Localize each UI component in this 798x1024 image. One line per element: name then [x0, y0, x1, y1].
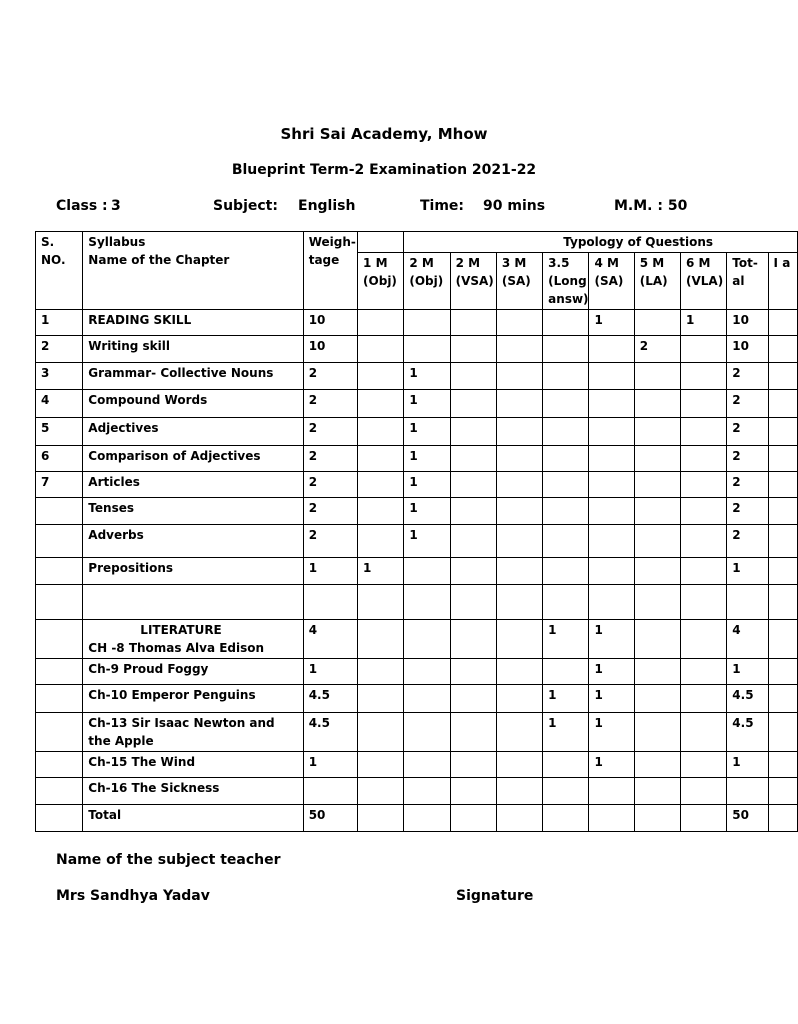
cell-col-3m-sa: [496, 558, 542, 585]
cell-col-total: 2: [727, 472, 768, 498]
cell-sno: [36, 752, 83, 778]
cell-col-4m-sa: [589, 418, 634, 446]
header-typology: Typology of Questions: [404, 232, 798, 253]
cell-col-2m-obj: [404, 685, 450, 713]
cell-col-3-5-long: 1: [543, 685, 589, 713]
cell-weightage: 1: [303, 558, 357, 585]
teacher-name: Mrs Sandhya Yadav: [56, 888, 210, 904]
cell-extra: [768, 778, 797, 805]
cell-weightage: 2: [303, 418, 357, 446]
table-body: [36, 232, 798, 832]
header-col-2m-vsa: 2 M (VSA): [450, 253, 496, 310]
cell-col-2m-obj: 1: [404, 363, 450, 390]
cell-col-5m-la: [634, 363, 680, 390]
cell-col-3-5-long: [543, 418, 589, 446]
cell-col-6m-vla: [681, 713, 727, 752]
cell-extra: [768, 558, 797, 585]
cell-col-5m-la: [634, 659, 680, 685]
cell-chapter-name: Comparison of Adjectives: [83, 446, 303, 472]
cell-col-5m-la: [634, 805, 680, 832]
cell-col-total: 2: [727, 363, 768, 390]
cell-chapter-name: Articles: [83, 472, 303, 498]
cell-col-6m-vla: [681, 752, 727, 778]
cell-col-5m-la: [634, 585, 680, 620]
cell-chapter-name: Ch-13 Sir Isaac Newton and the Apple: [83, 713, 303, 752]
cell-chapter-name: Compound Words: [83, 390, 303, 418]
time-value: 90 mins: [483, 198, 546, 214]
cell-sno: 5: [36, 418, 83, 446]
cell-sno: 6: [36, 446, 83, 472]
header-syllabus-line1: Syllabus: [88, 235, 146, 249]
table-row: [36, 498, 798, 525]
cell-col-4m-sa: [589, 585, 634, 620]
table-row: [36, 446, 798, 472]
cell-col-5m-la: [634, 390, 680, 418]
cell-col-4m-sa: [589, 498, 634, 525]
cell-col-2m-obj: 1: [404, 446, 450, 472]
cell-col-2m-vsa: [450, 659, 496, 685]
cell-chapter-name: Writing skill: [83, 336, 303, 363]
cell-col-2m-vsa: [450, 685, 496, 713]
cell-sno: [36, 558, 83, 585]
cell-col-3m-sa: [496, 418, 542, 446]
cell-weightage: 2: [303, 498, 357, 525]
cell-col-total: 10: [727, 310, 768, 336]
cell-chapter-name: Ch-9 Proud Foggy: [83, 659, 303, 685]
header-col-5m-la: 5 M (LA): [634, 253, 680, 310]
cell-col-3m-sa: [496, 620, 542, 659]
cell-col-4m-sa: 1: [589, 310, 634, 336]
cell-col-2m-vsa: [450, 363, 496, 390]
cell-col-4m-sa: [589, 558, 634, 585]
cell-col-2m-vsa: [450, 418, 496, 446]
cell-extra: [768, 498, 797, 525]
table-row: [36, 418, 798, 446]
cell-col-6m-vla: [681, 418, 727, 446]
cell-col-5m-la: [634, 620, 680, 659]
cell-col-total: [727, 585, 768, 620]
header-col-6m-vla: 6 M (VLA): [681, 253, 727, 310]
cell-sno: 7: [36, 472, 83, 498]
cell-col-2m-vsa: [450, 525, 496, 558]
header-row: [36, 232, 798, 253]
cell-chapter-name: Total: [83, 805, 303, 832]
literature-heading: LITERATURE: [140, 623, 222, 637]
cell-col-6m-vla: [681, 659, 727, 685]
cell-col-2m-obj: [404, 620, 450, 659]
cell-col-5m-la: [634, 446, 680, 472]
cell-extra: [768, 363, 797, 390]
cell-weightage: 10: [303, 310, 357, 336]
teacher-label: Name of the subject teacher: [56, 852, 281, 868]
cell-weightage: 50: [303, 805, 357, 832]
cell-col-3-5-long: [543, 525, 589, 558]
cell-col-3m-sa: [496, 446, 542, 472]
cell-col-2m-obj: 1: [404, 472, 450, 498]
cell-col-1m-obj: [358, 446, 404, 472]
cell-col-total: 4: [727, 620, 768, 659]
cell-weightage: 4.5: [303, 713, 357, 752]
cell-col-2m-obj: [404, 805, 450, 832]
header-col-3-5-long: 3.5 (Long answ): [543, 253, 589, 310]
school-name: Shri Sai Academy, Mhow: [280, 125, 488, 143]
cell-chapter-name: Ch-16 The Sickness: [83, 778, 303, 805]
table-row: [36, 390, 798, 418]
cell-col-5m-la: [634, 685, 680, 713]
cell-col-1m-obj: [358, 472, 404, 498]
cell-sno: [36, 498, 83, 525]
cell-extra: [768, 472, 797, 498]
cell-col-6m-vla: [681, 336, 727, 363]
class-value: 3: [111, 198, 121, 214]
cell-chapter-name: Grammar- Collective Nouns: [83, 363, 303, 390]
cell-col-3-5-long: 1: [543, 713, 589, 752]
cell-col-4m-sa: [589, 472, 634, 498]
cell-col-2m-obj: [404, 336, 450, 363]
cell-sno: [36, 713, 83, 752]
cell-chapter-name: Prepositions: [83, 558, 303, 585]
cell-col-3m-sa: [496, 778, 542, 805]
blueprint-table: [35, 231, 798, 832]
cell-col-2m-obj: [404, 585, 450, 620]
cell-sno: [36, 525, 83, 558]
cell-col-1m-obj: [358, 805, 404, 832]
cell-col-4m-sa: [589, 390, 634, 418]
cell-col-1m-obj: [358, 713, 404, 752]
cell-col-1m-obj: [358, 752, 404, 778]
cell-col-6m-vla: [681, 778, 727, 805]
cell-col-2m-obj: 1: [404, 525, 450, 558]
cell-col-6m-vla: [681, 558, 727, 585]
cell-col-5m-la: [634, 778, 680, 805]
cell-col-4m-sa: 1: [589, 685, 634, 713]
cell-sno: [36, 805, 83, 832]
cell-col-3m-sa: [496, 585, 542, 620]
time-label: Time:: [420, 198, 465, 214]
cell-col-total: 2: [727, 525, 768, 558]
cell-col-4m-sa: [589, 525, 634, 558]
cell-col-6m-vla: [681, 585, 727, 620]
chapter-name: CH -8 Thomas Alva Edison: [88, 641, 265, 655]
cell-col-3-5-long: [543, 752, 589, 778]
cell-col-3-5-long: [543, 659, 589, 685]
cell-col-5m-la: [634, 498, 680, 525]
cell-col-5m-la: [634, 310, 680, 336]
max-marks: M.M. : 50: [614, 198, 688, 214]
cell-weightage: 2: [303, 390, 357, 418]
cell-col-3m-sa: [496, 685, 542, 713]
cell-col-2m-vsa: [450, 472, 496, 498]
cell-col-3-5-long: [543, 363, 589, 390]
cell-col-6m-vla: [681, 498, 727, 525]
cell-col-4m-sa: [589, 363, 634, 390]
header-syllabus-line2: Name of the Chapter: [88, 253, 230, 267]
cell-col-total: 1: [727, 659, 768, 685]
header-blank-cell: [358, 232, 404, 253]
cell-weightage: 1: [303, 752, 357, 778]
cell-sno: [36, 659, 83, 685]
cell-col-2m-vsa: [450, 585, 496, 620]
cell-col-3-5-long: [543, 778, 589, 805]
cell-col-6m-vla: [681, 805, 727, 832]
cell-col-3-5-long: [543, 805, 589, 832]
cell-col-2m-vsa: [450, 620, 496, 659]
class-label: Class :: [56, 198, 108, 214]
cell-col-2m-obj: 1: [404, 390, 450, 418]
cell-col-total: [727, 778, 768, 805]
blueprint-table-container: [35, 231, 791, 822]
cell-col-3m-sa: [496, 498, 542, 525]
cell-extra: [768, 336, 797, 363]
header-sno: S. NO.: [36, 232, 83, 310]
cell-extra: [768, 418, 797, 446]
cell-extra: [768, 585, 797, 620]
cell-col-3m-sa: [496, 525, 542, 558]
cell-col-total: 2: [727, 498, 768, 525]
cell-col-4m-sa: 1: [589, 713, 634, 752]
table-row: [36, 558, 798, 585]
cell-chapter-name: Adjectives: [83, 418, 303, 446]
cell-col-4m-sa: 1: [589, 659, 634, 685]
cell-sno: 4: [36, 390, 83, 418]
table-row: [36, 363, 798, 390]
cell-col-total: 2: [727, 446, 768, 472]
subject-label: Subject:: [213, 198, 278, 214]
cell-extra: [768, 310, 797, 336]
cell-extra: [768, 659, 797, 685]
cell-col-3-5-long: [543, 558, 589, 585]
cell-sno: [36, 778, 83, 805]
cell-col-5m-la: [634, 472, 680, 498]
header-col-total: Tot-al: [727, 253, 768, 310]
cell-col-4m-sa: 1: [589, 620, 634, 659]
header-col-4m-sa: 4 M (SA): [589, 253, 634, 310]
cell-col-6m-vla: [681, 685, 727, 713]
cell-col-2m-vsa: [450, 805, 496, 832]
cell-sno: 2: [36, 336, 83, 363]
cell-extra: [768, 713, 797, 752]
cell-sno: [36, 585, 83, 620]
cell-col-1m-obj: [358, 310, 404, 336]
cell-weightage: [303, 778, 357, 805]
table-row: [36, 472, 798, 498]
cell-weightage: 4: [303, 620, 357, 659]
cell-col-2m-vsa: [450, 558, 496, 585]
cell-col-4m-sa: [589, 778, 634, 805]
cell-col-1m-obj: [358, 525, 404, 558]
cell-col-6m-vla: [681, 390, 727, 418]
cell-col-2m-obj: [404, 752, 450, 778]
cell-col-total: 2: [727, 390, 768, 418]
cell-col-1m-obj: [358, 659, 404, 685]
header-col-extra: I a: [768, 253, 797, 310]
header-weightage: Weigh-tage: [303, 232, 357, 310]
cell-col-2m-vsa: [450, 498, 496, 525]
cell-col-1m-obj: [358, 336, 404, 363]
cell-weightage: 2: [303, 363, 357, 390]
cell-weightage: 2: [303, 446, 357, 472]
cell-sno: [36, 685, 83, 713]
cell-col-3m-sa: [496, 390, 542, 418]
cell-weightage: 2: [303, 525, 357, 558]
cell-extra: [768, 752, 797, 778]
cell-col-total: 1: [727, 752, 768, 778]
cell-col-5m-la: [634, 525, 680, 558]
table-row: [36, 713, 798, 752]
cell-col-1m-obj: [358, 418, 404, 446]
cell-chapter-name: Adverbs: [83, 525, 303, 558]
cell-extra: [768, 685, 797, 713]
table-row: [36, 778, 798, 805]
cell-col-2m-obj: 1: [404, 418, 450, 446]
cell-weightage: 4.5: [303, 685, 357, 713]
cell-col-2m-vsa: [450, 310, 496, 336]
header-col-1m-obj: 1 M (Obj): [358, 253, 404, 310]
cell-col-2m-obj: [404, 310, 450, 336]
table-row: [36, 659, 798, 685]
header-col-3m-sa: 3 M (SA): [496, 253, 542, 310]
cell-col-2m-vsa: [450, 336, 496, 363]
cell-col-3-5-long: [543, 446, 589, 472]
cell-col-2m-vsa: [450, 390, 496, 418]
cell-col-3-5-long: [543, 585, 589, 620]
cell-col-1m-obj: [358, 585, 404, 620]
cell-col-6m-vla: [681, 446, 727, 472]
cell-col-3m-sa: [496, 805, 542, 832]
cell-col-1m-obj: [358, 390, 404, 418]
cell-col-3m-sa: [496, 363, 542, 390]
cell-weightage: 1: [303, 659, 357, 685]
cell-col-3-5-long: [543, 498, 589, 525]
cell-col-total: 2: [727, 418, 768, 446]
cell-chapter-name: Ch-10 Emperor Penguins: [83, 685, 303, 713]
cell-col-6m-vla: [681, 620, 727, 659]
cell-extra: [768, 620, 797, 659]
table-row: [36, 685, 798, 713]
cell-col-3-5-long: 1: [543, 620, 589, 659]
cell-col-total: 50: [727, 805, 768, 832]
cell-col-2m-obj: [404, 659, 450, 685]
cell-col-5m-la: [634, 752, 680, 778]
cell-extra: [768, 390, 797, 418]
header-syllabus: [83, 232, 303, 310]
table-row: [36, 310, 798, 336]
table-row: [36, 585, 798, 620]
cell-col-total: 4.5: [727, 713, 768, 752]
cell-col-4m-sa: [589, 805, 634, 832]
cell-col-3-5-long: [543, 390, 589, 418]
exam-title: Blueprint Term-2 Examination 2021-22: [231, 162, 537, 178]
cell-col-2m-vsa: [450, 752, 496, 778]
header-col-2m-obj: 2 M (Obj): [404, 253, 450, 310]
subject-value: English: [298, 198, 356, 214]
cell-col-2m-obj: [404, 778, 450, 805]
table-row: [36, 752, 798, 778]
signature-label: Signature: [456, 888, 534, 904]
cell-col-5m-la: [634, 418, 680, 446]
cell-col-5m-la: [634, 558, 680, 585]
cell-extra: [768, 525, 797, 558]
cell-col-3m-sa: [496, 713, 542, 752]
cell-chapter-name: [83, 585, 303, 620]
cell-col-1m-obj: [358, 498, 404, 525]
cell-sno: [36, 620, 83, 659]
cell-col-1m-obj: [358, 363, 404, 390]
cell-weightage: 2: [303, 472, 357, 498]
cell-extra: [768, 446, 797, 472]
cell-col-3m-sa: [496, 752, 542, 778]
cell-sno: 3: [36, 363, 83, 390]
cell-col-6m-vla: 1: [681, 310, 727, 336]
table-row: [36, 805, 798, 832]
cell-col-3m-sa: [496, 659, 542, 685]
cell-chapter-name: READING SKILL: [83, 310, 303, 336]
cell-col-3m-sa: [496, 310, 542, 336]
table-row: [36, 336, 798, 363]
table-row: [36, 525, 798, 558]
cell-col-2m-vsa: [450, 778, 496, 805]
cell-col-2m-vsa: [450, 713, 496, 752]
cell-col-3m-sa: [496, 472, 542, 498]
cell-col-5m-la: 2: [634, 336, 680, 363]
cell-col-1m-obj: 1: [358, 558, 404, 585]
cell-col-total: 1: [727, 558, 768, 585]
cell-chapter-name: [83, 620, 303, 659]
cell-sno: 1: [36, 310, 83, 336]
cell-weightage: [303, 585, 357, 620]
cell-col-1m-obj: [358, 620, 404, 659]
cell-extra: [768, 805, 797, 832]
cell-col-3-5-long: [543, 336, 589, 363]
cell-col-6m-vla: [681, 472, 727, 498]
cell-col-1m-obj: [358, 778, 404, 805]
cell-col-6m-vla: [681, 525, 727, 558]
cell-col-3-5-long: [543, 472, 589, 498]
cell-col-3-5-long: [543, 310, 589, 336]
cell-col-2m-obj: 1: [404, 498, 450, 525]
cell-col-2m-obj: [404, 713, 450, 752]
cell-col-4m-sa: 1: [589, 752, 634, 778]
cell-col-2m-obj: [404, 558, 450, 585]
cell-col-3m-sa: [496, 336, 542, 363]
cell-col-4m-sa: [589, 336, 634, 363]
cell-col-total: 10: [727, 336, 768, 363]
cell-col-2m-vsa: [450, 446, 496, 472]
cell-col-6m-vla: [681, 363, 727, 390]
cell-weightage: 10: [303, 336, 357, 363]
cell-chapter-name: Ch-15 The Wind: [83, 752, 303, 778]
cell-col-4m-sa: [589, 446, 634, 472]
cell-col-5m-la: [634, 713, 680, 752]
cell-chapter-name: Tenses: [83, 498, 303, 525]
cell-col-1m-obj: [358, 685, 404, 713]
cell-col-total: 4.5: [727, 685, 768, 713]
table-row: [36, 620, 798, 659]
